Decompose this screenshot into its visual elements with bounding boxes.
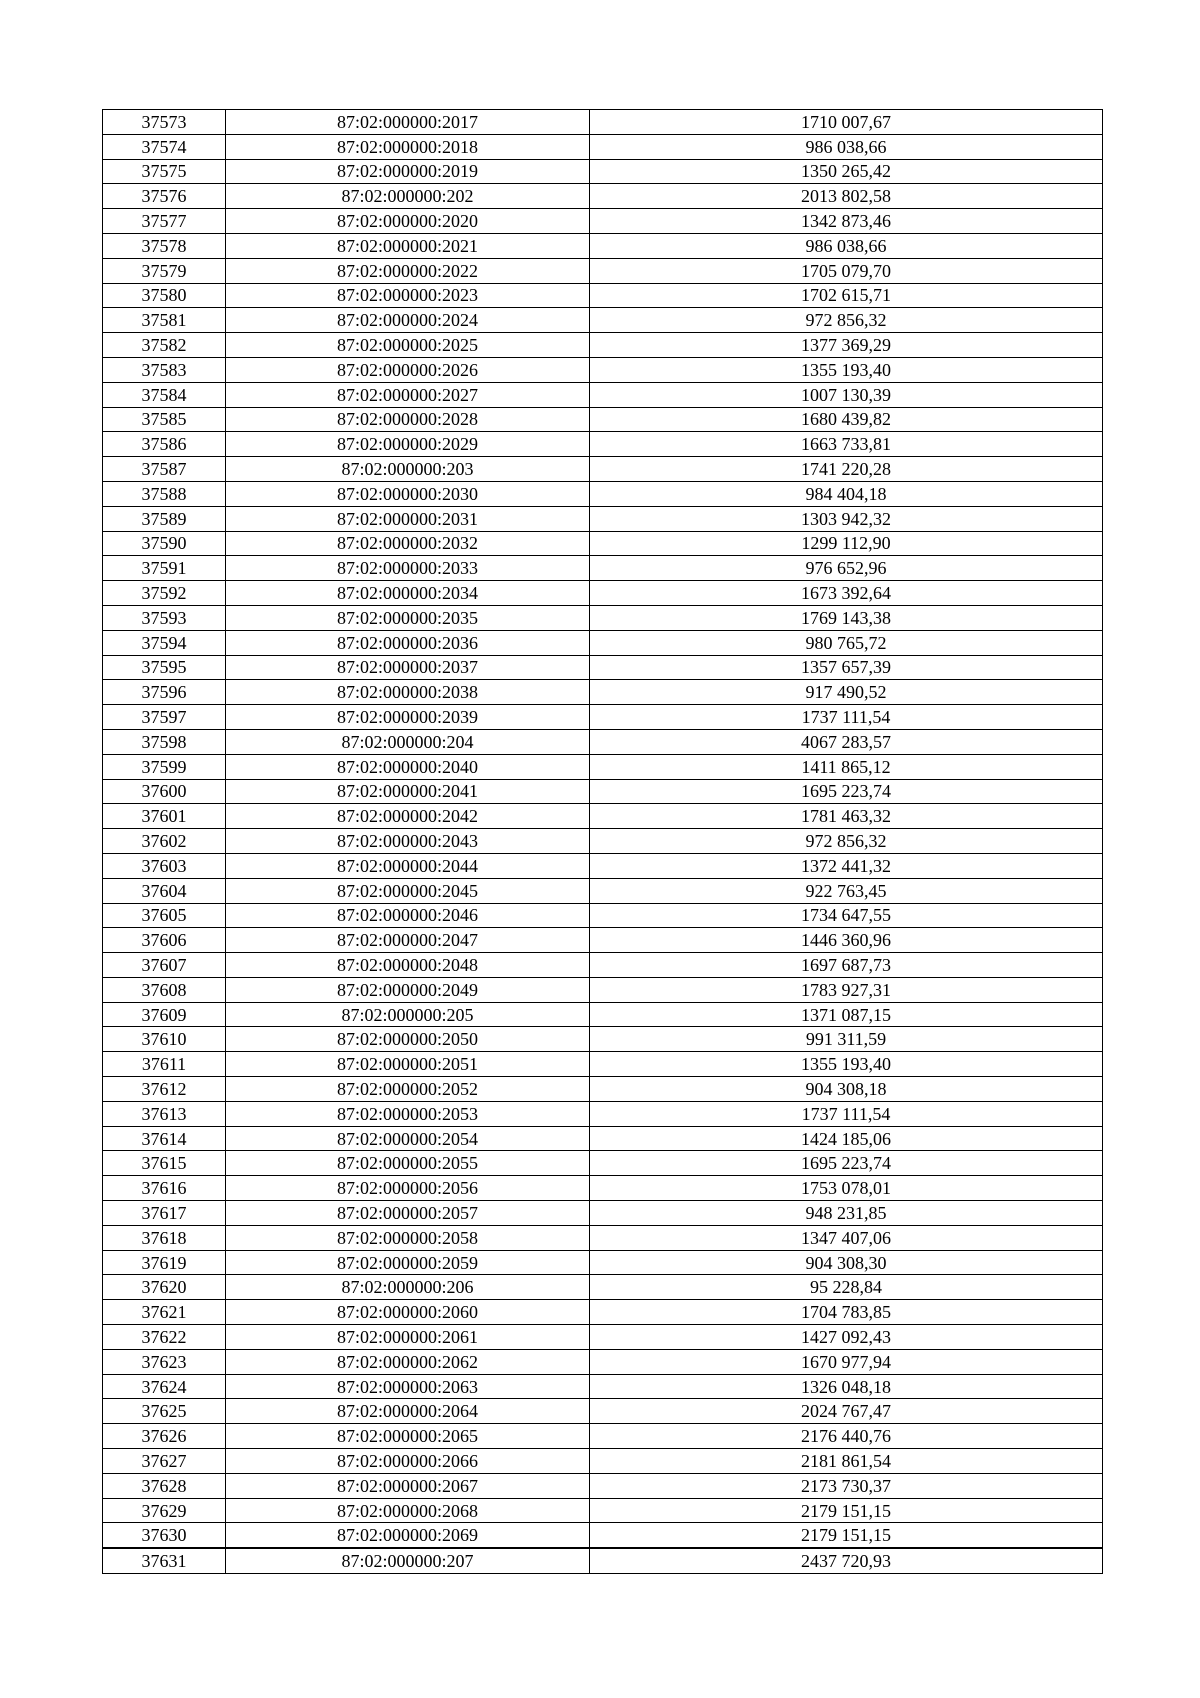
cadastral-number-cell: 87:02:000000:203 [226,457,590,482]
cadastral-value-cell: 980 765,72 [590,630,1103,655]
table-row [103,432,1103,457]
table-row [103,1077,1103,1102]
cadastral-number-cell: 87:02:000000:2061 [226,1325,590,1350]
table-row [103,1250,1103,1275]
row-number-cell: 37598 [103,729,226,754]
cadastral-number-cell: 87:02:000000:2032 [226,531,590,556]
row-number-cell: 37577 [103,209,226,234]
row-number-cell: 37595 [103,655,226,680]
cadastral-value-cell: 1702 615,71 [590,283,1103,308]
cadastral-number-cell: 87:02:000000:2031 [226,506,590,531]
cadastral-number-cell: 87:02:000000:2029 [226,432,590,457]
table-row [103,258,1103,283]
row-number-cell: 37621 [103,1300,226,1325]
cadastral-number-cell: 87:02:000000:2067 [226,1473,590,1498]
cadastral-number-cell: 87:02:000000:2066 [226,1449,590,1474]
cadastral-number-cell: 87:02:000000:2027 [226,382,590,407]
cadastral-value-cell: 1769 143,38 [590,605,1103,630]
table-row [103,1052,1103,1077]
cadastral-value-cell: 1411 865,12 [590,754,1103,779]
cadastral-number-cell: 87:02:000000:2023 [226,283,590,308]
table-row [103,506,1103,531]
cadastral-number-cell: 87:02:000000:2036 [226,630,590,655]
row-number-cell: 37602 [103,829,226,854]
row-number-cell: 37583 [103,357,226,382]
table-body [103,110,1103,1574]
row-number-cell: 37609 [103,1002,226,1027]
table-row [103,1126,1103,1151]
cadastral-value-cell: 1673 392,64 [590,581,1103,606]
cadastral-value-cell: 1303 942,32 [590,506,1103,531]
row-number-cell: 37594 [103,630,226,655]
cadastral-number-cell: 87:02:000000:2065 [226,1424,590,1449]
table-row [103,680,1103,705]
table-row [103,209,1103,234]
cadastral-value-cell: 1753 078,01 [590,1176,1103,1201]
cadastral-number-cell: 87:02:000000:2048 [226,953,590,978]
row-number-cell: 37590 [103,531,226,556]
cadastral-value-cell: 2173 730,37 [590,1473,1103,1498]
table-row [103,1002,1103,1027]
table-row [103,184,1103,209]
table-row [103,110,1103,135]
cadastral-value-cell: 984 404,18 [590,481,1103,506]
cadastral-value-cell: 904 308,18 [590,1077,1103,1102]
cadastral-value-cell: 1737 111,54 [590,705,1103,730]
cadastral-value-cell: 1424 185,06 [590,1126,1103,1151]
row-number-cell: 37589 [103,506,226,531]
cadastral-number-cell: 87:02:000000:2020 [226,209,590,234]
row-number-cell: 37603 [103,853,226,878]
table-row [103,1176,1103,1201]
table-row [103,1374,1103,1399]
cadastral-number-cell: 87:02:000000:2059 [226,1250,590,1275]
cadastral-number-cell: 87:02:000000:2017 [226,110,590,135]
table-row [103,1225,1103,1250]
cadastral-value-cell: 1377 369,29 [590,333,1103,358]
cadastral-value-cell: 1695 223,74 [590,779,1103,804]
cadastral-number-cell: 87:02:000000:2038 [226,680,590,705]
table-row [103,308,1103,333]
table-row [103,804,1103,829]
cadastral-number-cell: 87:02:000000:2026 [226,357,590,382]
table-row [103,1349,1103,1374]
row-number-cell: 37585 [103,407,226,432]
cadastral-value-cell: 976 652,96 [590,556,1103,581]
cadastral-value-cell: 1741 220,28 [590,457,1103,482]
row-number-cell: 37631 [103,1548,226,1573]
cadastral-number-cell: 87:02:000000:2043 [226,829,590,854]
cadastral-number-cell: 87:02:000000:2037 [226,655,590,680]
cadastral-value-cell: 972 856,32 [590,829,1103,854]
cadastral-value-cell: 1781 463,32 [590,804,1103,829]
cadastral-number-cell: 87:02:000000:2040 [226,754,590,779]
cadastral-number-cell: 87:02:000000:2062 [226,1349,590,1374]
row-number-cell: 37615 [103,1151,226,1176]
row-number-cell: 37619 [103,1250,226,1275]
row-number-cell: 37623 [103,1349,226,1374]
table-row [103,928,1103,953]
row-number-cell: 37586 [103,432,226,457]
row-number-cell: 37616 [103,1176,226,1201]
table-row [103,1424,1103,1449]
cadastral-number-cell: 87:02:000000:204 [226,729,590,754]
cadastral-value-cell: 2179 151,15 [590,1498,1103,1523]
cadastral-value-cell: 2024 767,47 [590,1399,1103,1424]
cadastral-number-cell: 87:02:000000:2068 [226,1498,590,1523]
cadastral-number-cell: 87:02:000000:2044 [226,853,590,878]
cadastral-value-cell: 991 311,59 [590,1027,1103,1052]
table-row [103,605,1103,630]
cadastral-value-cell: 922 763,45 [590,878,1103,903]
table-row [103,159,1103,184]
table-row [103,134,1103,159]
cadastral-value-cell: 1342 873,46 [590,209,1103,234]
cadastral-number-cell: 87:02:000000:2054 [226,1126,590,1151]
row-number-cell: 37618 [103,1225,226,1250]
table-row [103,903,1103,928]
cadastral-value-cell: 1705 079,70 [590,258,1103,283]
row-number-cell: 37591 [103,556,226,581]
cadastral-number-cell: 87:02:000000:2069 [226,1523,590,1548]
cadastral-number-cell: 87:02:000000:202 [226,184,590,209]
cadastral-number-cell: 87:02:000000:206 [226,1275,590,1300]
cadastral-value-cell: 1680 439,82 [590,407,1103,432]
table-row [103,977,1103,1002]
cadastral-number-cell: 87:02:000000:2030 [226,481,590,506]
cadastral-value-table [102,109,1103,1574]
row-number-cell: 37575 [103,159,226,184]
row-number-cell: 37606 [103,928,226,953]
table-row [103,729,1103,754]
cadastral-number-cell: 87:02:000000:2064 [226,1399,590,1424]
cadastral-number-cell: 87:02:000000:2042 [226,804,590,829]
cadastral-number-cell: 87:02:000000:2052 [226,1077,590,1102]
cadastral-value-cell: 1355 193,40 [590,357,1103,382]
cadastral-number-cell: 87:02:000000:205 [226,1002,590,1027]
cadastral-number-cell: 87:02:000000:2039 [226,705,590,730]
row-number-cell: 37582 [103,333,226,358]
cadastral-number-cell: 87:02:000000:2024 [226,308,590,333]
cadastral-number-cell: 87:02:000000:2060 [226,1300,590,1325]
cadastral-value-cell: 1663 733,81 [590,432,1103,457]
cadastral-value-cell: 948 231,85 [590,1201,1103,1226]
cadastral-value-cell: 1737 111,54 [590,1101,1103,1126]
table-row [103,333,1103,358]
table-row [103,1300,1103,1325]
row-number-cell: 37601 [103,804,226,829]
table-row [103,1027,1103,1052]
table-row [103,531,1103,556]
cadastral-number-cell: 87:02:000000:2041 [226,779,590,804]
row-number-cell: 37604 [103,878,226,903]
cadastral-value-cell: 1427 092,43 [590,1325,1103,1350]
table-row [103,407,1103,432]
row-number-cell: 37617 [103,1201,226,1226]
row-number-cell: 37573 [103,110,226,135]
cadastral-value-cell: 986 038,66 [590,233,1103,258]
cadastral-number-cell: 87:02:000000:2021 [226,233,590,258]
cadastral-number-cell: 87:02:000000:2047 [226,928,590,953]
table-row [103,1325,1103,1350]
cadastral-number-cell: 87:02:000000:2045 [226,878,590,903]
row-number-cell: 37622 [103,1325,226,1350]
cadastral-value-cell: 1355 193,40 [590,1052,1103,1077]
table-row [103,1449,1103,1474]
table-row [103,283,1103,308]
row-number-cell: 37607 [103,953,226,978]
cadastral-value-cell: 1347 407,06 [590,1225,1103,1250]
row-number-cell: 37627 [103,1449,226,1474]
table-row [103,1151,1103,1176]
cadastral-number-cell: 87:02:000000:2050 [226,1027,590,1052]
cadastral-value-cell: 986 038,66 [590,134,1103,159]
row-number-cell: 37588 [103,481,226,506]
row-number-cell: 37592 [103,581,226,606]
table-row [103,1523,1103,1548]
table-row [103,1498,1103,1523]
row-number-cell: 37610 [103,1027,226,1052]
cadastral-value-cell: 2179 151,15 [590,1523,1103,1548]
row-number-cell: 37620 [103,1275,226,1300]
cadastral-number-cell: 87:02:000000:2051 [226,1052,590,1077]
row-number-cell: 37587 [103,457,226,482]
row-number-cell: 37626 [103,1424,226,1449]
cadastral-value-cell: 1357 657,39 [590,655,1103,680]
cadastral-value-cell: 95 228,84 [590,1275,1103,1300]
row-number-cell: 37584 [103,382,226,407]
cadastral-number-cell: 87:02:000000:2028 [226,407,590,432]
cadastral-number-cell: 87:02:000000:2063 [226,1374,590,1399]
table-row [103,1548,1103,1573]
table-row [103,556,1103,581]
table-row [103,754,1103,779]
cadastral-number-cell: 87:02:000000:2019 [226,159,590,184]
row-number-cell: 37578 [103,233,226,258]
cadastral-number-cell: 87:02:000000:2055 [226,1151,590,1176]
row-number-cell: 37574 [103,134,226,159]
row-number-cell: 37613 [103,1101,226,1126]
cadastral-number-cell: 87:02:000000:2033 [226,556,590,581]
row-number-cell: 37624 [103,1374,226,1399]
cadastral-number-cell: 87:02:000000:2057 [226,1201,590,1226]
cadastral-value-cell: 904 308,30 [590,1250,1103,1275]
row-number-cell: 37576 [103,184,226,209]
table-row [103,457,1103,482]
cadastral-value-cell: 1697 687,73 [590,953,1103,978]
table-row [103,1399,1103,1424]
cadastral-value-cell: 1326 048,18 [590,1374,1103,1399]
cadastral-value-cell: 1783 927,31 [590,977,1103,1002]
cadastral-number-cell: 87:02:000000:2046 [226,903,590,928]
table-row [103,779,1103,804]
table-row [103,581,1103,606]
cadastral-number-cell: 87:02:000000:2022 [226,258,590,283]
cadastral-value-cell: 1704 783,85 [590,1300,1103,1325]
cadastral-value-cell: 2437 720,93 [590,1548,1103,1573]
row-number-cell: 37605 [103,903,226,928]
cadastral-value-cell: 2176 440,76 [590,1424,1103,1449]
table-row [103,1101,1103,1126]
cadastral-value-cell: 1670 977,94 [590,1349,1103,1374]
row-number-cell: 37593 [103,605,226,630]
cadastral-value-cell: 1007 130,39 [590,382,1103,407]
table-row [103,853,1103,878]
cadastral-number-cell: 87:02:000000:2035 [226,605,590,630]
row-number-cell: 37608 [103,977,226,1002]
table-row [103,382,1103,407]
row-number-cell: 37580 [103,283,226,308]
row-number-cell: 37579 [103,258,226,283]
cadastral-number-cell: 87:02:000000:2018 [226,134,590,159]
cadastral-value-cell: 4067 283,57 [590,729,1103,754]
row-number-cell: 37612 [103,1077,226,1102]
table-row [103,357,1103,382]
table-row [103,655,1103,680]
row-number-cell: 37629 [103,1498,226,1523]
table-row [103,953,1103,978]
table-row [103,878,1103,903]
table-row [103,1473,1103,1498]
table-row [103,233,1103,258]
row-number-cell: 37600 [103,779,226,804]
cadastral-value-cell: 1299 112,90 [590,531,1103,556]
cadastral-value-cell: 1710 007,67 [590,110,1103,135]
cadastral-number-cell: 87:02:000000:2053 [226,1101,590,1126]
cadastral-value-cell: 1446 360,96 [590,928,1103,953]
cadastral-number-cell: 87:02:000000:2025 [226,333,590,358]
row-number-cell: 37625 [103,1399,226,1424]
table-row [103,630,1103,655]
row-number-cell: 37596 [103,680,226,705]
row-number-cell: 37581 [103,308,226,333]
table-row [103,705,1103,730]
row-number-cell: 37630 [103,1523,226,1548]
cadastral-number-cell: 87:02:000000:2034 [226,581,590,606]
table-row [103,481,1103,506]
cadastral-value-cell: 1695 223,74 [590,1151,1103,1176]
cadastral-value-cell: 972 856,32 [590,308,1103,333]
row-number-cell: 37628 [103,1473,226,1498]
cadastral-value-cell: 1372 441,32 [590,853,1103,878]
table-row [103,1275,1103,1300]
cadastral-number-cell: 87:02:000000:2049 [226,977,590,1002]
cadastral-value-cell: 1371 087,15 [590,1002,1103,1027]
cadastral-value-cell: 917 490,52 [590,680,1103,705]
cadastral-value-cell: 2181 861,54 [590,1449,1103,1474]
cadastral-number-cell: 87:02:000000:2058 [226,1225,590,1250]
cadastral-number-cell: 87:02:000000:2056 [226,1176,590,1201]
cadastral-value-cell: 1734 647,55 [590,903,1103,928]
cadastral-value-cell: 2013 802,58 [590,184,1103,209]
cadastral-number-cell: 87:02:000000:207 [226,1548,590,1573]
table-row [103,829,1103,854]
row-number-cell: 37597 [103,705,226,730]
row-number-cell: 37611 [103,1052,226,1077]
row-number-cell: 37614 [103,1126,226,1151]
row-number-cell: 37599 [103,754,226,779]
cadastral-value-cell: 1350 265,42 [590,159,1103,184]
table-row [103,1201,1103,1226]
